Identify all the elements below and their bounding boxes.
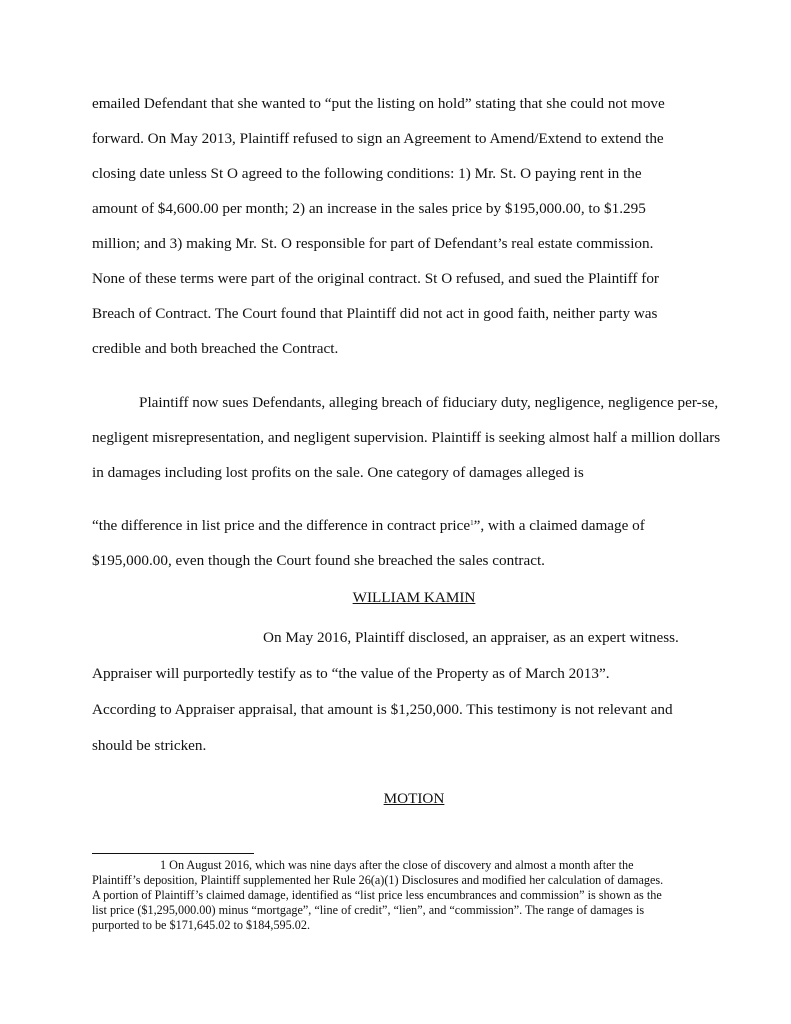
footnote-line: Plaintiff’s deposition, Plaintiff supplemented her Rule 26(a)(1) Disclosures and modified her calculation of damages. xyxy=(92,873,664,887)
footnote-line: A portion of Plaintiff’s claimed damage, identified as “list price less encumbrances and commission” is shown as the xyxy=(92,888,662,902)
text-line: forward. On May 2013, Plaintiff refused to sign an Agreement to Amend/Extend to extend the xyxy=(92,130,664,147)
text-line: According to Appraiser appraisal, that amount is $1,250,000. This testimony is not relevant and xyxy=(92,701,673,718)
text-line: million; and 3) making Mr. St. O responsible for part of Defendant’s real estate commission. xyxy=(92,235,654,252)
text-line: should be stricken. xyxy=(92,737,207,754)
text-line: Appraiser will purportedly testify as to “the value of the Property as of March 2013”. xyxy=(92,665,610,682)
text-line: Breach of Contract. The Court found that Plaintiff did not act in good faith, neither party was xyxy=(92,305,658,322)
footnote-separator xyxy=(92,853,254,854)
text-line: negligent misrepresentation, and negligent supervision. Plaintiff is seeking almost half a million dollars xyxy=(92,429,721,446)
section-heading-motion: MOTION xyxy=(383,790,445,807)
text-line: in damages including lost profits on the sale. One category of damages alleged is xyxy=(92,464,584,481)
text-line: $195,000.00, even though the Court found she breached the sales contract. xyxy=(92,552,545,569)
text-line: On May 2016, Plaintiff disclosed, an appraiser, as an expert witness. xyxy=(263,629,679,646)
section-heading-witness: WILLIAM KAMIN xyxy=(352,589,476,606)
footnote-line: 1 On August 2016, which was nine days after the close of discovery and almost a month after the xyxy=(160,858,634,872)
quote-text: ”, with a claimed damage of xyxy=(473,517,645,534)
text-line: emailed Defendant that she wanted to “put the listing on hold” stating that she could not move xyxy=(92,95,665,112)
text-line xyxy=(92,516,645,536)
text-line: amount of $4,600.00 per month; 2) an increase in the sales price by $195,000.00, to $1.295 xyxy=(92,200,646,217)
footnote-reference[interactable]: 1 xyxy=(470,519,474,527)
quote-text: “the difference in list price and the difference in contract price xyxy=(92,517,471,534)
text-line: Plaintiff now sues Defendants, alleging breach of fiduciary duty, negligence, negligence per-se, xyxy=(139,394,719,411)
text-line: credible and both breached the Contract. xyxy=(92,340,339,357)
footnote-line: purported to be $171,645.02 to $184,595.02. xyxy=(92,918,311,932)
text-line: closing date unless St O agreed to the following conditions: 1) Mr. St. O paying rent in the xyxy=(92,165,642,182)
footnote-line: list price ($1,295,000.00) minus “mortgage”, “line of credit”, “lien”, and “commission”. The range of damages is xyxy=(92,903,645,917)
text-line: None of these terms were part of the original contract. St O refused, and sued the Plaintiff for xyxy=(92,270,659,287)
